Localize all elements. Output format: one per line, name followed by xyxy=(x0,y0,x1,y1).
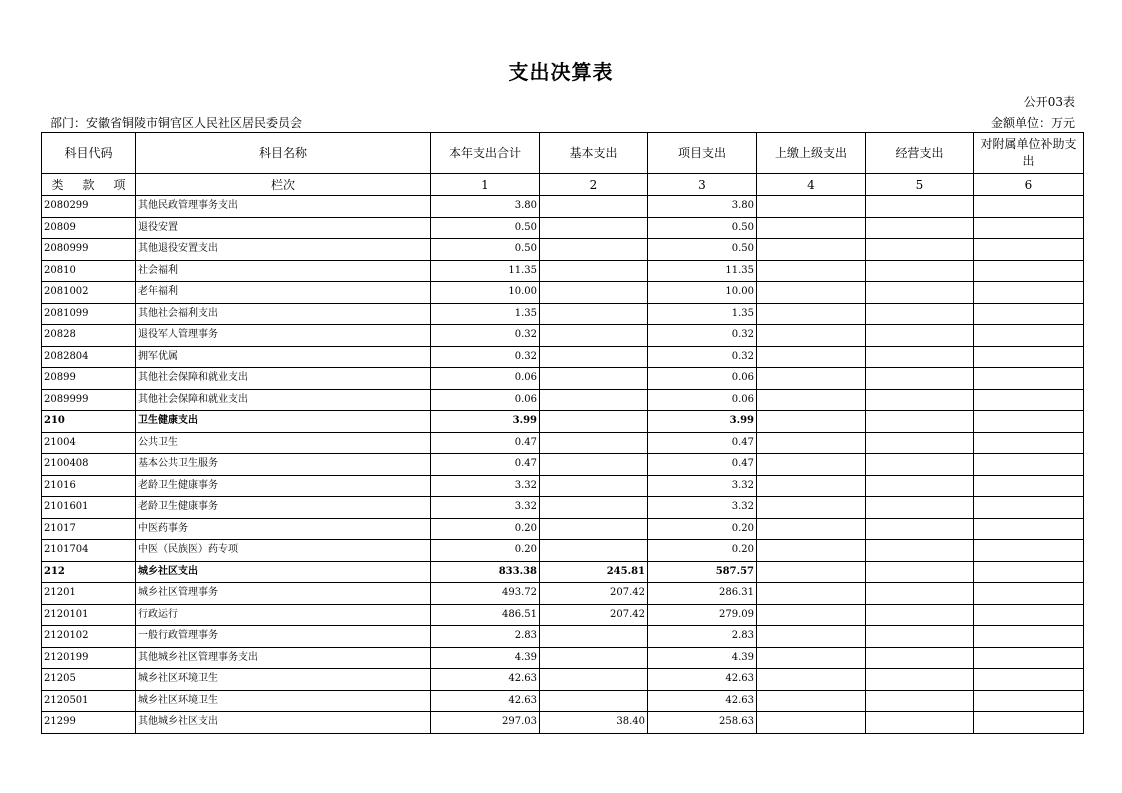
cell-upper xyxy=(757,583,866,605)
cell-project: 3.32 xyxy=(648,475,757,497)
cell-subsidy xyxy=(974,604,1084,626)
cell-business xyxy=(866,583,974,605)
cell-project: 3.99 xyxy=(648,411,757,433)
cell-subsidy xyxy=(974,712,1084,734)
cell-total: 3.80 xyxy=(431,196,540,218)
cell-basic xyxy=(540,432,648,454)
table-row xyxy=(42,669,1084,691)
cell-code: 212 xyxy=(42,561,136,583)
header-total: 本年支出合计 xyxy=(431,133,540,174)
cell-basic: 245.81 xyxy=(540,561,648,583)
cell-upper xyxy=(757,647,866,669)
cell-project: 587.57 xyxy=(648,561,757,583)
cell-total: 0.06 xyxy=(431,389,540,411)
header-name: 科目名称 xyxy=(136,133,431,174)
cell-name: 城乡社区环境卫生 xyxy=(136,669,431,691)
cell-total: 0.32 xyxy=(431,346,540,368)
cell-subsidy xyxy=(974,475,1084,497)
table-row xyxy=(42,604,1084,626)
table-row xyxy=(42,368,1084,390)
cell-total: 3.32 xyxy=(431,475,540,497)
cell-name: 其他社会保障和就业支出 xyxy=(136,389,431,411)
cell-subsidy xyxy=(974,669,1084,691)
cell-upper xyxy=(757,325,866,347)
cell-total: 4.39 xyxy=(431,647,540,669)
header-subsidy: 对附属单位补助支出 xyxy=(974,133,1084,174)
table-row xyxy=(42,647,1084,669)
cell-code: 2120501 xyxy=(42,690,136,712)
cell-total: 0.20 xyxy=(431,540,540,562)
cell-code: 2080999 xyxy=(42,239,136,261)
page-title: 支出决算表 xyxy=(508,60,614,84)
cell-name: 其他社会保障和就业支出 xyxy=(136,368,431,390)
cell-code: 2100408 xyxy=(42,454,136,476)
cell-name: 城乡社区环境卫生 xyxy=(136,690,431,712)
cell-basic xyxy=(540,626,648,648)
cell-project: 0.50 xyxy=(648,217,757,239)
cell-total: 0.06 xyxy=(431,368,540,390)
cell-basic xyxy=(540,647,648,669)
cell-name: 其他社会福利支出 xyxy=(136,303,431,325)
table-row xyxy=(42,196,1084,218)
table-row xyxy=(42,282,1084,304)
cell-basic: 38.40 xyxy=(540,712,648,734)
cell-project: 0.20 xyxy=(648,518,757,540)
cell-subsidy xyxy=(974,561,1084,583)
cell-business xyxy=(866,475,974,497)
subheader-col-1: 1 xyxy=(431,174,540,196)
table-row xyxy=(42,411,1084,433)
cell-project: 258.63 xyxy=(648,712,757,734)
cell-code: 2101601 xyxy=(42,497,136,519)
cell-business xyxy=(866,368,974,390)
cell-name: 社会福利 xyxy=(136,260,431,282)
cell-business xyxy=(866,690,974,712)
cell-upper xyxy=(757,411,866,433)
cell-code: 20810 xyxy=(42,260,136,282)
cell-upper xyxy=(757,217,866,239)
cell-basic xyxy=(540,303,648,325)
cell-upper xyxy=(757,303,866,325)
cell-business xyxy=(866,432,974,454)
cell-basic xyxy=(540,368,648,390)
cell-basic xyxy=(540,690,648,712)
cell-subsidy xyxy=(974,260,1084,282)
cell-subsidy xyxy=(974,303,1084,325)
cell-code: 21004 xyxy=(42,432,136,454)
cell-name: 行政运行 xyxy=(136,604,431,626)
cell-total: 0.50 xyxy=(431,239,540,261)
table-number: 公开03表 xyxy=(1023,95,1075,109)
cell-code: 2120199 xyxy=(42,647,136,669)
cell-name: 拥军优属 xyxy=(136,346,431,368)
cell-basic xyxy=(540,518,648,540)
subheader-xiang: 项 xyxy=(113,177,126,192)
cell-business xyxy=(866,303,974,325)
cell-name: 退役安置 xyxy=(136,217,431,239)
cell-total: 42.63 xyxy=(431,669,540,691)
cell-project: 0.20 xyxy=(648,540,757,562)
cell-code: 210 xyxy=(42,411,136,433)
cell-project: 0.32 xyxy=(648,325,757,347)
cell-total: 0.50 xyxy=(431,217,540,239)
cell-total: 297.03 xyxy=(431,712,540,734)
table-row xyxy=(42,260,1084,282)
cell-name: 退役军人管理事务 xyxy=(136,325,431,347)
table-row xyxy=(42,239,1084,261)
subheader-lanci: 栏次 xyxy=(136,174,431,196)
cell-code: 2080299 xyxy=(42,196,136,218)
cell-basic xyxy=(540,389,648,411)
cell-subsidy xyxy=(974,196,1084,218)
cell-total: 3.32 xyxy=(431,497,540,519)
cell-upper xyxy=(757,497,866,519)
cell-business xyxy=(866,260,974,282)
table-row xyxy=(42,518,1084,540)
cell-business xyxy=(866,669,974,691)
cell-name: 其他民政管理事务支出 xyxy=(136,196,431,218)
cell-name: 公共卫生 xyxy=(136,432,431,454)
cell-subsidy xyxy=(974,389,1084,411)
cell-subsidy xyxy=(974,690,1084,712)
cell-code: 20809 xyxy=(42,217,136,239)
subheader-col-3: 3 xyxy=(648,174,757,196)
cell-total: 11.35 xyxy=(431,260,540,282)
cell-total: 493.72 xyxy=(431,583,540,605)
cell-business xyxy=(866,626,974,648)
cell-basic xyxy=(540,282,648,304)
cell-name: 老龄卫生健康事务 xyxy=(136,497,431,519)
cell-upper xyxy=(757,561,866,583)
cell-upper xyxy=(757,604,866,626)
cell-business xyxy=(866,389,974,411)
amount-unit-label: 金额单位：万元 xyxy=(990,116,1075,130)
cell-total: 1.35 xyxy=(431,303,540,325)
table-row xyxy=(42,690,1084,712)
cell-project: 279.09 xyxy=(648,604,757,626)
cell-project: 0.06 xyxy=(648,389,757,411)
table-row xyxy=(42,217,1084,239)
cell-project: 3.32 xyxy=(648,497,757,519)
cell-total: 833.38 xyxy=(431,561,540,583)
cell-name: 老年福利 xyxy=(136,282,431,304)
cell-business xyxy=(866,325,974,347)
cell-total: 3.99 xyxy=(431,411,540,433)
cell-subsidy xyxy=(974,454,1084,476)
cell-subsidy xyxy=(974,282,1084,304)
cell-name: 一般行政管理事务 xyxy=(136,626,431,648)
cell-upper xyxy=(757,454,866,476)
cell-project: 1.35 xyxy=(648,303,757,325)
subheader-col-5: 5 xyxy=(866,174,974,196)
cell-project: 0.47 xyxy=(648,454,757,476)
cell-name: 老龄卫生健康事务 xyxy=(136,475,431,497)
header-project: 项目支出 xyxy=(648,133,757,174)
cell-project: 42.63 xyxy=(648,690,757,712)
cell-name: 其他退役安置支出 xyxy=(136,239,431,261)
expenditure-table xyxy=(41,132,1084,734)
header-upper: 上缴上级支出 xyxy=(757,133,866,174)
cell-code: 21205 xyxy=(42,669,136,691)
cell-subsidy xyxy=(974,325,1084,347)
cell-project: 10.00 xyxy=(648,282,757,304)
header-code: 科目代码 xyxy=(42,133,136,174)
cell-business xyxy=(866,604,974,626)
cell-name: 中医药事务 xyxy=(136,518,431,540)
cell-business xyxy=(866,282,974,304)
subheader-col-4: 4 xyxy=(757,174,866,196)
cell-total: 0.32 xyxy=(431,325,540,347)
cell-project: 11.35 xyxy=(648,260,757,282)
cell-business xyxy=(866,497,974,519)
table-row xyxy=(42,346,1084,368)
cell-upper xyxy=(757,669,866,691)
cell-subsidy xyxy=(974,432,1084,454)
cell-total: 10.00 xyxy=(431,282,540,304)
table-row xyxy=(42,303,1084,325)
cell-code: 2120102 xyxy=(42,626,136,648)
cell-upper xyxy=(757,368,866,390)
cell-name: 中医（民族医）药专项 xyxy=(136,540,431,562)
cell-business xyxy=(866,540,974,562)
cell-total: 2.83 xyxy=(431,626,540,648)
subheader-col-2: 2 xyxy=(540,174,648,196)
cell-basic xyxy=(540,346,648,368)
cell-name: 其他城乡社区支出 xyxy=(136,712,431,734)
department-label: 部门：安徽省铜陵市铜官区人民社区居民委员会 xyxy=(50,116,303,130)
subheader-kuan: 款 xyxy=(82,177,95,192)
cell-total: 42.63 xyxy=(431,690,540,712)
cell-project: 0.32 xyxy=(648,346,757,368)
table-row xyxy=(42,475,1084,497)
cell-business xyxy=(866,712,974,734)
table-row xyxy=(42,454,1084,476)
cell-upper xyxy=(757,475,866,497)
cell-code: 2101704 xyxy=(42,540,136,562)
table-row xyxy=(42,712,1084,734)
cell-project: 0.50 xyxy=(648,239,757,261)
cell-code: 21201 xyxy=(42,583,136,605)
cell-upper xyxy=(757,432,866,454)
cell-project: 4.39 xyxy=(648,647,757,669)
cell-subsidy xyxy=(974,497,1084,519)
cell-subsidy xyxy=(974,583,1084,605)
cell-code: 2081099 xyxy=(42,303,136,325)
cell-total: 486.51 xyxy=(431,604,540,626)
cell-code: 20899 xyxy=(42,368,136,390)
cell-code: 2089999 xyxy=(42,389,136,411)
cell-project: 0.47 xyxy=(648,432,757,454)
cell-basic xyxy=(540,217,648,239)
cell-basic: 207.42 xyxy=(540,583,648,605)
table-row xyxy=(42,432,1084,454)
cell-total: 0.47 xyxy=(431,454,540,476)
cell-basic: 207.42 xyxy=(540,604,648,626)
cell-business xyxy=(866,561,974,583)
cell-subsidy xyxy=(974,368,1084,390)
cell-basic xyxy=(540,260,648,282)
cell-code: 21299 xyxy=(42,712,136,734)
cell-business xyxy=(866,346,974,368)
cell-project: 286.31 xyxy=(648,583,757,605)
cell-subsidy xyxy=(974,239,1084,261)
cell-upper xyxy=(757,239,866,261)
cell-business xyxy=(866,411,974,433)
cell-code: 20828 xyxy=(42,325,136,347)
cell-project: 2.83 xyxy=(648,626,757,648)
cell-name: 其他城乡社区管理事务支出 xyxy=(136,647,431,669)
cell-basic xyxy=(540,411,648,433)
cell-business xyxy=(866,217,974,239)
cell-upper xyxy=(757,196,866,218)
cell-code: 2081002 xyxy=(42,282,136,304)
table-body xyxy=(42,133,1084,734)
cell-basic xyxy=(540,497,648,519)
table-row xyxy=(42,626,1084,648)
cell-code: 21016 xyxy=(42,475,136,497)
cell-name: 卫生健康支出 xyxy=(136,411,431,433)
table-row xyxy=(42,389,1084,411)
cell-upper xyxy=(757,346,866,368)
subheader-col-6: 6 xyxy=(974,174,1084,196)
cell-business xyxy=(866,518,974,540)
cell-basic xyxy=(540,669,648,691)
subheader-lei: 类 xyxy=(51,177,64,192)
cell-subsidy xyxy=(974,540,1084,562)
table-row xyxy=(42,561,1084,583)
cell-upper xyxy=(757,712,866,734)
cell-basic xyxy=(540,325,648,347)
cell-business xyxy=(866,647,974,669)
header-business: 经营支出 xyxy=(866,133,974,174)
cell-name: 城乡社区支出 xyxy=(136,561,431,583)
cell-code: 2082804 xyxy=(42,346,136,368)
table-row xyxy=(42,583,1084,605)
table-row xyxy=(42,540,1084,562)
cell-subsidy xyxy=(974,346,1084,368)
cell-upper xyxy=(757,626,866,648)
cell-project: 42.63 xyxy=(648,669,757,691)
cell-basic xyxy=(540,239,648,261)
cell-business xyxy=(866,239,974,261)
table-row xyxy=(42,497,1084,519)
cell-upper xyxy=(757,540,866,562)
cell-upper xyxy=(757,518,866,540)
cell-code: 2120101 xyxy=(42,604,136,626)
cell-business xyxy=(866,454,974,476)
cell-basic xyxy=(540,540,648,562)
cell-business xyxy=(866,196,974,218)
cell-basic xyxy=(540,454,648,476)
subheader-code-parts xyxy=(42,174,136,196)
cell-basic xyxy=(540,196,648,218)
table-row xyxy=(42,325,1084,347)
cell-project: 0.06 xyxy=(648,368,757,390)
cell-subsidy xyxy=(974,647,1084,669)
table-header-row xyxy=(42,133,1084,174)
cell-upper xyxy=(757,690,866,712)
cell-name: 城乡社区管理事务 xyxy=(136,583,431,605)
cell-upper xyxy=(757,282,866,304)
cell-name: 基本公共卫生服务 xyxy=(136,454,431,476)
cell-subsidy xyxy=(974,411,1084,433)
cell-upper xyxy=(757,260,866,282)
table-subheader-row xyxy=(42,174,1084,196)
cell-subsidy xyxy=(974,626,1084,648)
cell-total: 0.47 xyxy=(431,432,540,454)
cell-subsidy xyxy=(974,217,1084,239)
cell-basic xyxy=(540,475,648,497)
cell-upper xyxy=(757,389,866,411)
cell-project: 3.80 xyxy=(648,196,757,218)
header-basic: 基本支出 xyxy=(540,133,648,174)
cell-total: 0.20 xyxy=(431,518,540,540)
cell-code: 21017 xyxy=(42,518,136,540)
cell-subsidy xyxy=(974,518,1084,540)
